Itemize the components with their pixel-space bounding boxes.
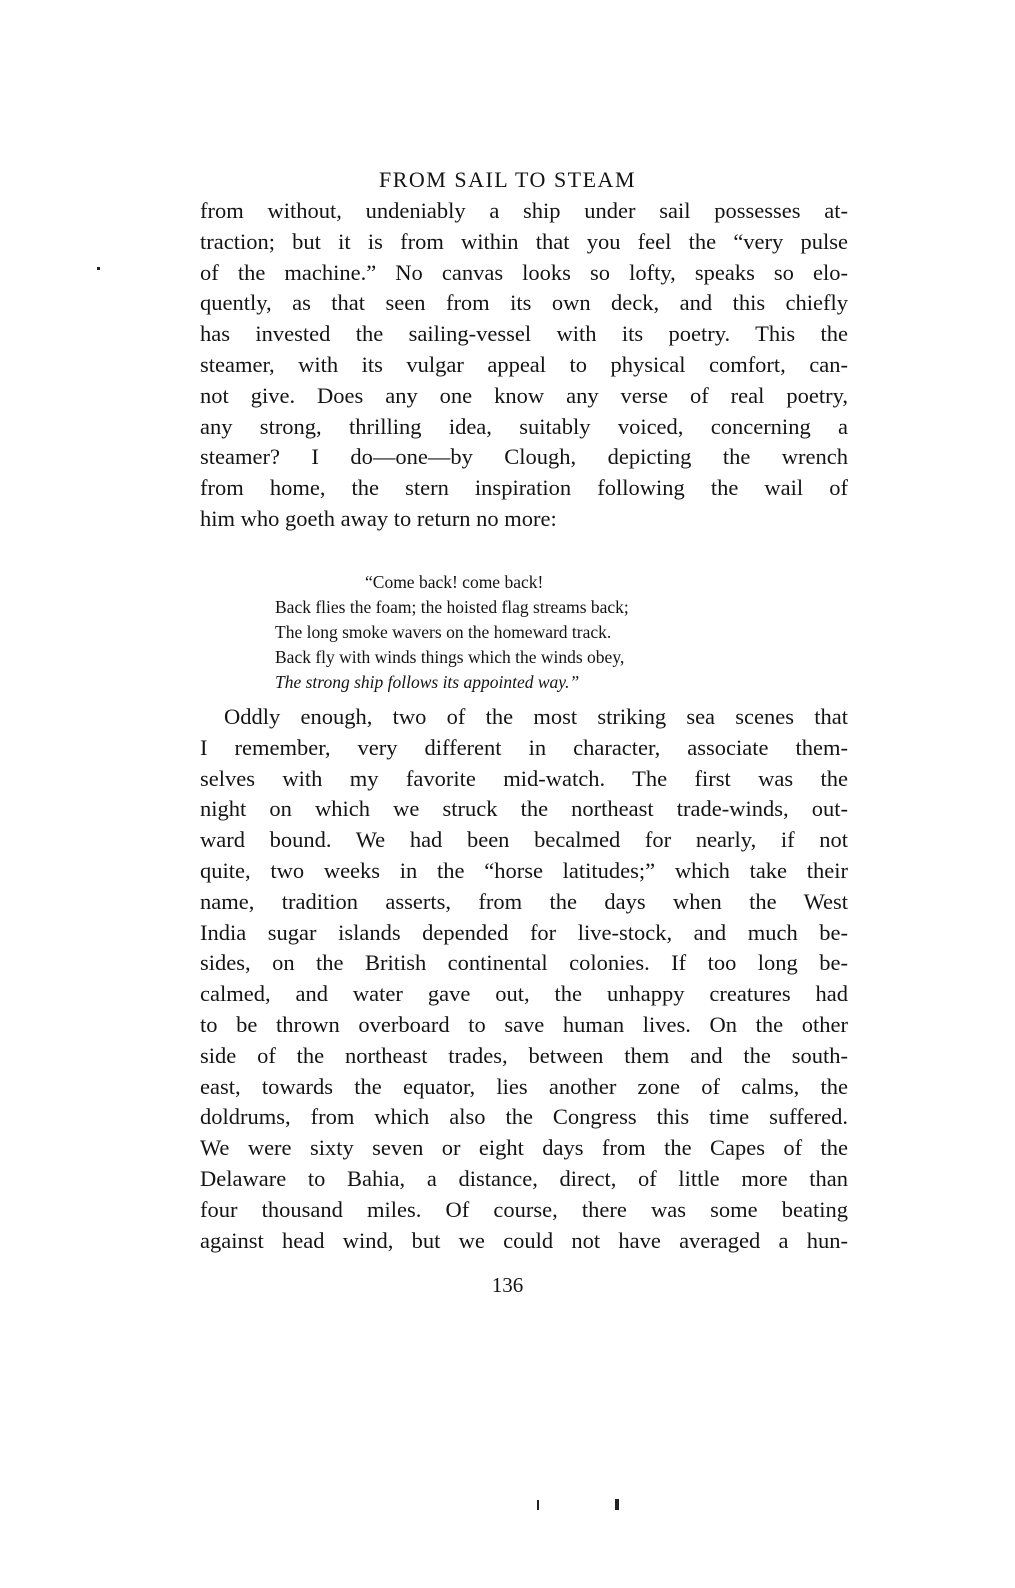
- text-line: Oddly enough, two of the most striking sea scenes that: [224, 704, 848, 729]
- text-line: name, tradition asserts, from the days when the West: [200, 888, 848, 914]
- text-line: has invested the sailing-vessel with its poetry. This the: [200, 321, 848, 347]
- text-line: four thousand miles. Of course, there was some beating: [200, 1196, 848, 1222]
- text-line: ward bound. We had been becalmed for nearly, if not: [200, 827, 848, 853]
- text-line: steamer, with its vulgar appeal to physical comfort, can-: [200, 351, 848, 377]
- text-line: from home, the stern inspiration following the wail of: [200, 475, 848, 501]
- text-line: doldrums, from which also the Congress this time suffered.: [200, 1104, 848, 1130]
- text-line: of the machine.” No canvas looks so lofty, speaks so elo-: [200, 259, 848, 285]
- text-line: selves with my favorite mid-watch. The first was the: [200, 765, 848, 791]
- scan-speck: [97, 267, 100, 270]
- text-line: not give. Does any one know any verse of real poetry,: [200, 382, 848, 408]
- scan-mark: [615, 1499, 619, 1510]
- verse-line: Back flies the foam; the hoisted flag streams back;: [275, 597, 629, 617]
- running-header: FROM SAIL TO STEAM: [378, 167, 637, 192]
- paragraph-2: [200, 702, 848, 1256]
- text-line: Delaware to Bahia, a distance, direct, of little more than: [200, 1165, 848, 1191]
- verse-line: Back fly with winds things which the winds obey,: [275, 647, 625, 667]
- text-line: traction; but it is from within that you feel the “very pulse: [200, 228, 848, 254]
- page-number: 136: [491, 1273, 524, 1297]
- text-line: I remember, very different in character, associate them-: [200, 734, 848, 760]
- text-line: calmed, and water gave out, the unhappy creatures had: [200, 981, 848, 1007]
- text-line: any strong, thrilling idea, suitably voiced, concerning a: [200, 413, 848, 439]
- scan-mark: [537, 1500, 539, 1510]
- text-line: sides, on the British continental colonies. If too long be-: [200, 950, 848, 976]
- text-line: India sugar islands depended for live-stock, and much be-: [200, 919, 848, 945]
- text-line: east, towards the equator, lies another zone of calms, the: [200, 1073, 848, 1099]
- verse-line: “Come back! come back!: [365, 572, 544, 592]
- text-line: quently, as that seen from its own deck, and this chiefly: [200, 290, 848, 316]
- paragraph-1: [200, 196, 848, 535]
- text-line: him who goeth away to return no more:: [200, 505, 557, 531]
- text-line: steamer? I do—one—by Clough, depicting the wrench: [200, 444, 848, 470]
- text-line: quite, two weeks in the “horse latitudes;” which take their: [200, 857, 848, 883]
- verse-line: The long smoke wavers on the homeward track.: [275, 622, 612, 642]
- text-line: night on which we struck the northeast trade-winds, out-: [200, 796, 848, 822]
- text-line: We were sixty seven or eight days from the Capes of the: [200, 1135, 848, 1161]
- text-line: from without, undeniably a ship under sail possesses at-: [200, 198, 848, 223]
- verse-quotation: [275, 570, 835, 695]
- text-line: against head wind, but we could not have averaged a hun-: [200, 1227, 848, 1253]
- verse-line: The strong ship follows its appointed way.”: [275, 672, 580, 692]
- text-line: side of the northeast trades, between them and the south-: [200, 1042, 848, 1068]
- text-line: to be thrown overboard to save human lives. On the other: [200, 1011, 848, 1037]
